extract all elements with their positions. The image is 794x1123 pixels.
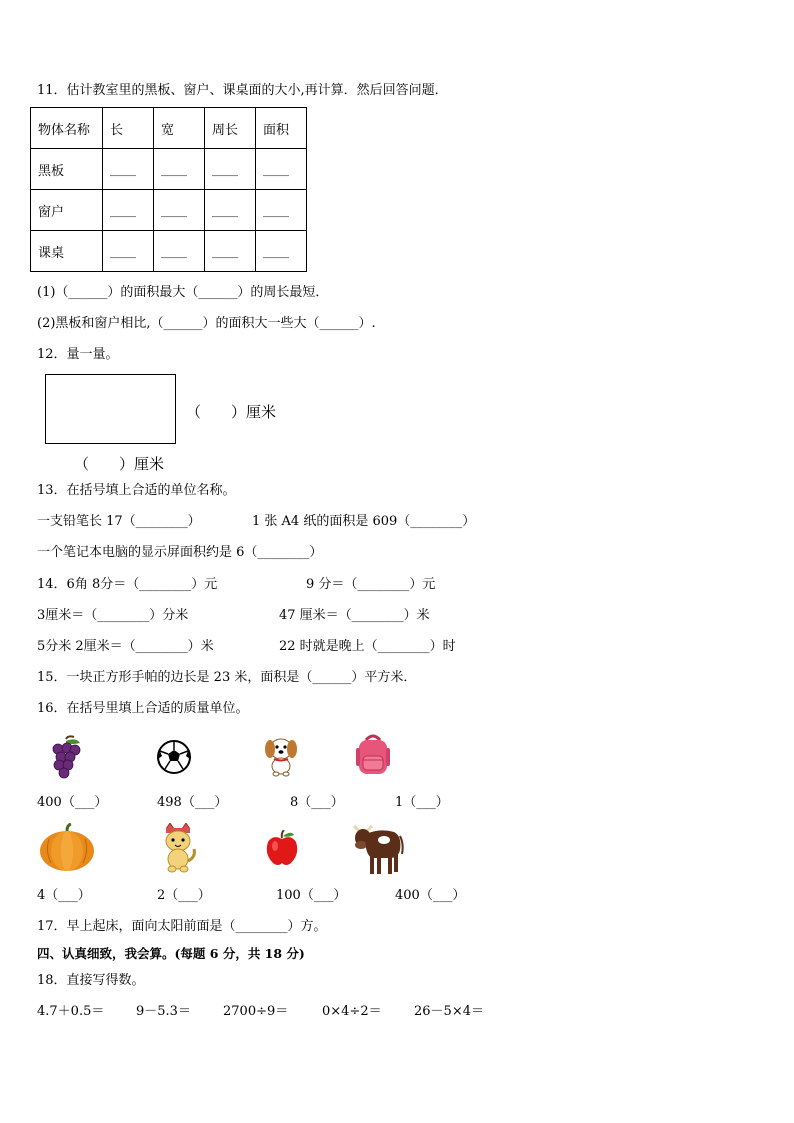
q12-title: 12．量一量。 <box>37 347 119 362</box>
table-header-cell: 长 <box>103 108 154 149</box>
blank-cell[interactable]: ____ <box>256 231 307 272</box>
blank-cell[interactable]: ____ <box>154 149 205 190</box>
section-4-title: 四、认真细致，我会算。(每题 6 分，共 18 分) <box>37 946 305 961</box>
soccer-ball-icon <box>156 739 192 775</box>
row-label: 窗户 <box>31 190 103 231</box>
grapes-icon <box>48 735 84 779</box>
table-row <box>31 149 307 190</box>
q14-d: 47 厘米＝（________）米 <box>279 608 430 623</box>
q11-sub1: (1)（______）的面积最大（______）的周长最短． <box>37 285 329 300</box>
q12-right-label: （ ）厘米 <box>186 403 277 421</box>
q11-title: 11．估计教室里的黑板、窗户、课桌面的大小,再计算．然后回答问题． <box>37 83 448 98</box>
q11-sub2: (2)黑板和窗户相比,（______）的面积大一些大（______）. <box>37 316 376 331</box>
blank-cell[interactable]: ____ <box>103 149 154 190</box>
table-header-cell: 物体名称 <box>31 108 103 149</box>
q17-text: 17．早上起床，面向太阳前面是（________）方。 <box>37 919 327 934</box>
table-header-cell: 面积 <box>256 108 307 149</box>
q14-e: 5分米 2厘米＝（________）米 <box>37 639 214 654</box>
mass-label: 4（___） <box>37 888 91 903</box>
table-row <box>31 190 307 231</box>
q13-a: 一支铅笔长 17（________） <box>37 514 201 529</box>
blank-cell[interactable]: ____ <box>154 190 205 231</box>
blank-cell[interactable]: ____ <box>205 149 256 190</box>
blank-cell[interactable]: ____ <box>205 190 256 231</box>
blank-cell[interactable]: ____ <box>256 190 307 231</box>
puppy-icon <box>262 735 300 777</box>
table-row <box>31 231 307 272</box>
cow-icon <box>350 820 404 878</box>
blank-cell[interactable]: ____ <box>154 231 205 272</box>
mass-label: 1（___） <box>395 795 449 810</box>
blank-cell[interactable]: ____ <box>205 231 256 272</box>
backpack-icon <box>354 732 392 776</box>
apple-icon <box>265 830 299 866</box>
q12-bottom-label: （ ）厘米 <box>74 455 165 473</box>
q16-title: 16．在括号里填上合适的质量单位。 <box>37 701 249 716</box>
q14-c: 3厘米＝（________）分米 <box>37 608 189 623</box>
q13-b: 1 张 A4 纸的面积是 609（________） <box>252 514 476 529</box>
q13-c: 一个笔记本电脑的显示屏面积约是 6（________） <box>37 545 323 560</box>
pumpkin-icon <box>39 823 95 873</box>
table-header-row <box>31 108 307 149</box>
q18-title: 18．直接写得数。 <box>37 973 145 988</box>
q13-title: 13．在括号填上合适的单位名称。 <box>37 483 236 498</box>
q14-b: 9 分＝（________）元 <box>306 577 436 592</box>
blank-cell[interactable]: ____ <box>103 190 154 231</box>
q14-f: 22 时就是晚上（________）时 <box>279 639 456 654</box>
table-header-cell: 周长 <box>205 108 256 149</box>
calc-item: 4.7＋0.5＝ <box>37 1004 105 1019</box>
mass-label: 100（___） <box>276 888 347 903</box>
blank-cell[interactable]: ____ <box>256 149 307 190</box>
table-header-cell: 宽 <box>154 108 205 149</box>
calc-item: 9－5.3＝ <box>136 1004 191 1019</box>
mass-label: 498（___） <box>157 795 228 810</box>
mass-label: 8（___） <box>290 795 344 810</box>
row-label: 课桌 <box>31 231 103 272</box>
mass-label: 2（___） <box>157 888 211 903</box>
blank-cell[interactable]: ____ <box>103 231 154 272</box>
q15-text: 15．一块正方形手帕的边长是 23 米，面积是（______）平方米． <box>37 670 417 685</box>
calc-item: 0×4÷2＝ <box>322 1004 382 1019</box>
mass-label: 400（___） <box>395 888 466 903</box>
calc-item: 26－5×4＝ <box>414 1004 484 1019</box>
calc-item: 2700÷9＝ <box>223 1004 289 1019</box>
estimate-table <box>30 107 307 272</box>
measure-rectangle <box>45 374 176 444</box>
q14-a: 14．6角 8分＝（________）元 <box>37 577 218 592</box>
kitten-icon <box>158 823 198 873</box>
mass-label: 400（___） <box>37 795 108 810</box>
row-label: 黑板 <box>31 149 103 190</box>
